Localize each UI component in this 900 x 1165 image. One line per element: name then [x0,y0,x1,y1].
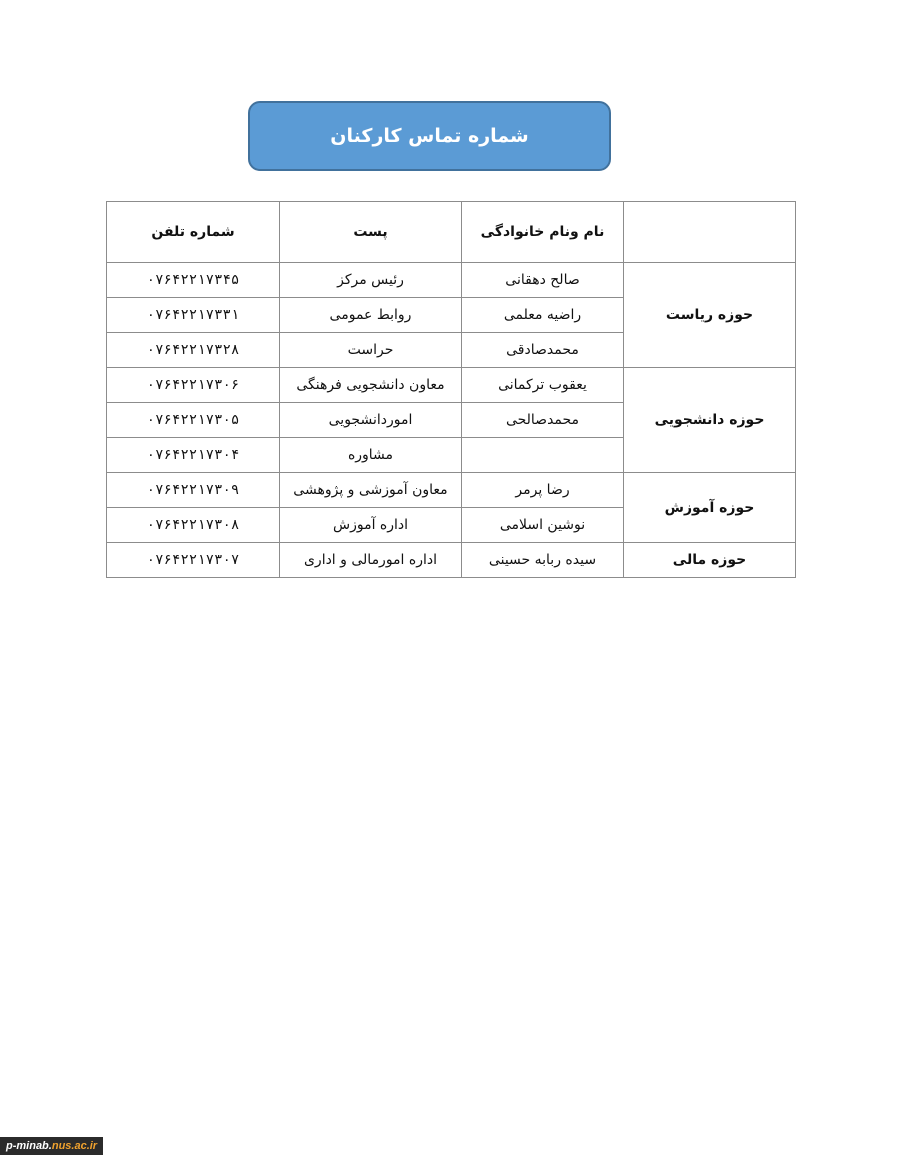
position-cell: اداره آموزش [280,508,462,543]
header-position: پست [280,202,462,263]
name-cell: محمدصالحی [462,403,624,438]
name-cell: راضیه معلمی [462,298,624,333]
section-label: حوزه مالی [624,543,796,578]
table-header-row [107,202,796,263]
header-name: نام ونام خانوادگی [462,202,624,263]
phone-cell: ۰۷۶۴۲۲۱۷۳۰۹ [107,473,280,508]
section-label: حوزه آموزش [624,473,796,543]
table-row [107,263,796,298]
name-cell: رضا پرمر [462,473,624,508]
table-row [107,473,796,508]
header-section [624,202,796,263]
position-cell: معاون دانشجویی فرهنگی [280,368,462,403]
footer-site-badge [0,1137,103,1155]
position-cell: حراست [280,333,462,368]
position-cell: رئیس مرکز [280,263,462,298]
position-cell: اداره امورمالی و اداری [280,543,462,578]
phone-cell: ۰۷۶۴۲۲۱۷۳۰۵ [107,403,280,438]
phone-cell: ۰۷۶۴۲۲۱۷۳۴۵ [107,263,280,298]
page-title [248,101,611,171]
table-row [107,543,796,578]
phone-cell: ۰۷۶۴۲۲۱۷۳۳۱ [107,298,280,333]
name-cell [462,438,624,473]
phone-cell: ۰۷۶۴۲۲۱۷۳۰۷ [107,543,280,578]
position-cell: روابط عمومی [280,298,462,333]
header-phone: شماره تلفن [107,202,280,263]
position-cell: معاون آموزشی و پژوهشی [280,473,462,508]
name-cell: محمدصادقی [462,333,624,368]
table-row [107,368,796,403]
staff-contact-table [106,201,796,578]
footer-site-domain: nus.ac.ir [51,1140,98,1152]
name-cell: سیده ربابه حسینی [462,543,624,578]
name-cell: نوشین اسلامی [462,508,624,543]
footer-site-prefix: p-minab. [6,1140,52,1152]
page-title-text: شماره تماس کارکنان [330,125,529,147]
name-cell: یعقوب ترکمانی [462,368,624,403]
position-cell: اموردانشجویی [280,403,462,438]
phone-cell: ۰۷۶۴۲۲۱۷۳۲۸ [107,333,280,368]
section-label: حوزه ریاست [624,263,796,368]
phone-cell: ۰۷۶۴۲۲۱۷۳۰۶ [107,368,280,403]
phone-cell: ۰۷۶۴۲۲۱۷۳۰۴ [107,438,280,473]
name-cell: صالح دهقانی [462,263,624,298]
position-cell: مشاوره [280,438,462,473]
section-label: حوزه دانشجویی [624,368,796,473]
phone-cell: ۰۷۶۴۲۲۱۷۳۰۸ [107,508,280,543]
